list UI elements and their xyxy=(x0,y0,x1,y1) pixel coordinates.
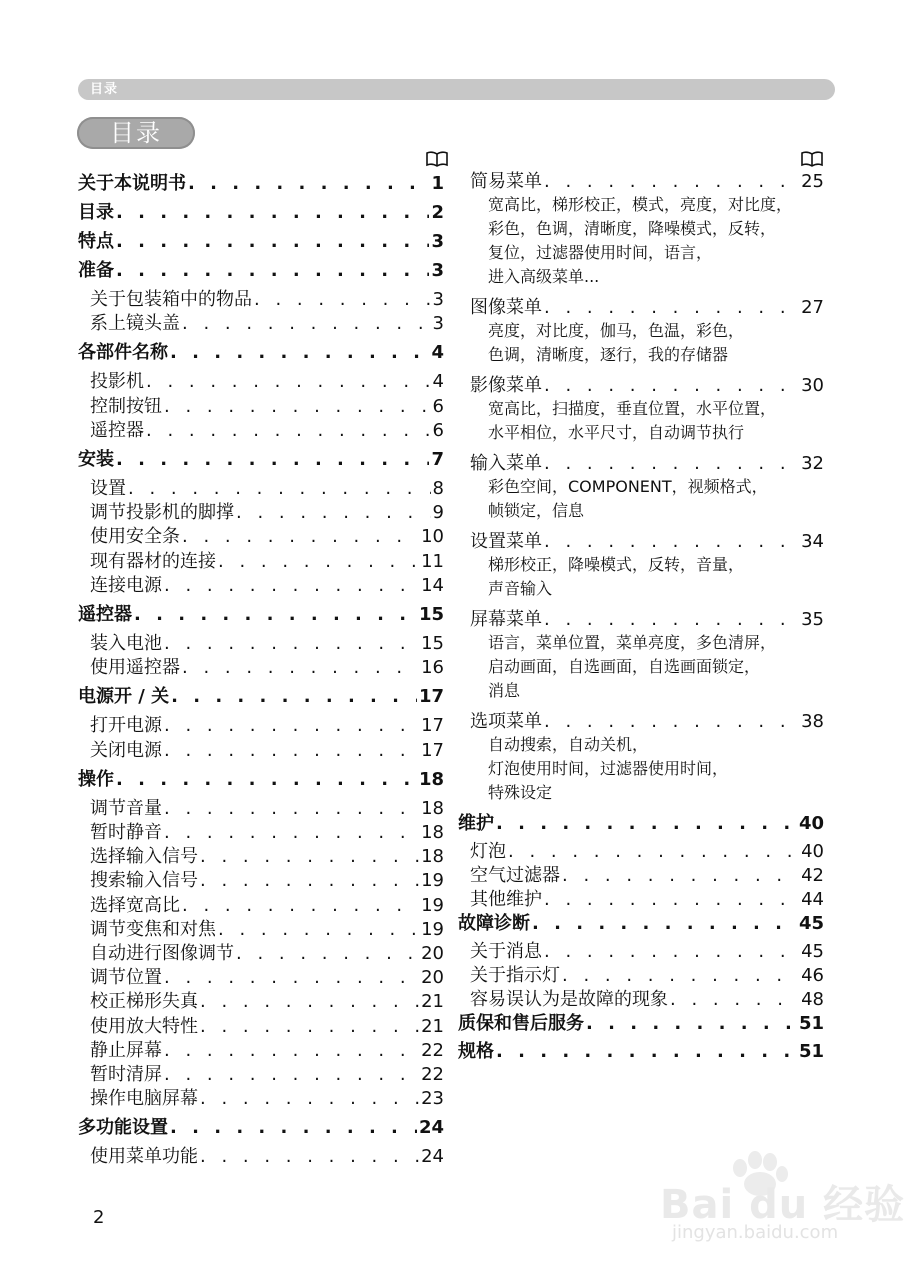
toc-leader-dots xyxy=(496,1040,797,1064)
toc-leader-dots xyxy=(544,296,799,320)
book-icon xyxy=(426,151,448,167)
toc-leader-dots xyxy=(164,574,419,598)
toc-entry-page: 4 xyxy=(431,342,444,364)
toc-section-entry[interactable] xyxy=(78,845,444,869)
toc-entry-page: 48 xyxy=(801,989,824,1010)
toc-chapter-entry[interactable] xyxy=(78,172,444,196)
toc-section-entry[interactable] xyxy=(458,988,824,1012)
toc-entry-page: 3 xyxy=(432,289,444,310)
toc-entry-page: 6 xyxy=(432,395,444,417)
toc-chapter-entry[interactable] xyxy=(458,1012,824,1036)
toc-entry-label: 操作电脑屏幕 xyxy=(90,1088,198,1110)
toc-section-entry[interactable] xyxy=(458,940,824,964)
toc-menu-description: 语言，菜单位置，菜单亮度，多色清屏， xyxy=(488,633,777,652)
toc-menu-description: 彩色，色调，清晰度，降噪模式，反转， xyxy=(488,219,777,238)
toc-menu-entry[interactable] xyxy=(458,452,824,476)
toc-entry-label: 使用遥控器 xyxy=(90,657,180,679)
toc-left-column xyxy=(78,170,444,1168)
toc-leader-dots xyxy=(544,608,799,632)
toc-entry-page: 17 xyxy=(421,715,444,737)
toc-menu-description: 水平相位，水平尺寸，自动调节执行 xyxy=(488,423,745,442)
toc-menu-entry[interactable] xyxy=(458,710,824,734)
toc-menu-description: 消息 xyxy=(488,681,521,700)
toc-menu-description: 自动搜索，自动关机， xyxy=(488,735,649,754)
toc-section-entry[interactable] xyxy=(78,739,444,763)
toc-entry-label: 调节投影机的脚撑 xyxy=(90,502,234,524)
toc-entry-page: 40 xyxy=(801,841,824,862)
toc-entry-label: 现有器材的连接 xyxy=(90,550,216,572)
toc-entry-label: 屏幕菜单 xyxy=(470,609,542,630)
toc-entry-page: 27 xyxy=(801,297,824,318)
toc-menu-description: 启动画面，自选画面，自选画面锁定， xyxy=(488,657,761,676)
toc-section-entry[interactable] xyxy=(458,840,824,864)
toc-entry-label: 设置 xyxy=(90,478,126,499)
toc-leader-dots xyxy=(200,990,419,1014)
toc-chapter-entry[interactable] xyxy=(78,448,444,472)
toc-entry-label: 灯泡 xyxy=(470,841,506,862)
toc-entry-label: 关于本说明书 xyxy=(78,173,186,194)
page-title: 目录 xyxy=(110,119,162,147)
toc-section-entry[interactable] xyxy=(78,1039,444,1063)
toc-menu-description: 特殊设定 xyxy=(488,783,553,802)
toc-leader-dots xyxy=(182,312,431,336)
toc-menu-description: 梯形校正，降噪模式，反转，音量， xyxy=(488,555,745,574)
toc-entry-page: 18 xyxy=(418,768,444,790)
toc-entry-page: 14 xyxy=(421,574,444,596)
toc-leader-dots xyxy=(188,172,429,196)
toc-entry-label: 自动进行图像调节 xyxy=(90,943,234,964)
toc-entry-label: 选择输入信号 xyxy=(90,846,198,868)
toc-entry-page: 38 xyxy=(801,711,824,732)
toc-leader-dots xyxy=(200,1145,419,1169)
toc-entry-label: 使用放大特性 xyxy=(90,1015,198,1037)
toc-leader-dots xyxy=(200,1015,419,1039)
toc-entry-page: 25 xyxy=(801,171,824,192)
toc-leader-dots xyxy=(544,452,799,476)
toc-entry-page: 24 xyxy=(421,1146,444,1168)
toc-entry-page: 45 xyxy=(801,941,824,962)
page-number: 2 xyxy=(93,1207,105,1228)
toc-entry-page: 18 xyxy=(421,846,444,868)
toc-menu-description: 彩色空间，COMPONENT，视频格式， xyxy=(488,477,768,496)
toc-menu-entry[interactable] xyxy=(458,530,824,554)
toc-section-entry[interactable] xyxy=(458,888,824,912)
toc-entry-page: 17 xyxy=(421,739,444,761)
toc-menu-entry[interactable] xyxy=(458,296,824,320)
toc-entry-page: 42 xyxy=(801,865,824,886)
toc-entry-page: 44 xyxy=(801,889,824,910)
toc-section-entry[interactable] xyxy=(78,312,444,336)
toc-section-entry[interactable] xyxy=(78,370,444,394)
toc-entry-page: 6 xyxy=(432,419,444,441)
toc-section-entry[interactable] xyxy=(78,990,444,1014)
toc-entry-label: 关闭电源 xyxy=(90,739,162,761)
toc-leader-dots xyxy=(116,448,429,472)
toc-entry-page: 32 xyxy=(801,453,824,474)
toc-chapter-entry[interactable] xyxy=(458,1040,824,1064)
toc-entry-page: 18 xyxy=(421,797,444,819)
toc-entry-page: 4 xyxy=(432,371,444,393)
toc-entry-label: 设置菜单 xyxy=(470,531,542,552)
toc-chapter-entry[interactable] xyxy=(78,1116,444,1140)
toc-leader-dots xyxy=(170,341,429,365)
toc-section-entry[interactable] xyxy=(78,632,444,656)
toc-entry-page: 21 xyxy=(421,991,444,1013)
toc-entry-label: 关于包装箱中的物品 xyxy=(90,289,252,310)
toc-chapter-entry[interactable] xyxy=(78,768,444,792)
toc-entry-label: 搜索输入信号 xyxy=(90,870,198,892)
toc-entry-label: 维护 xyxy=(458,813,494,834)
toc-entry-page: 1 xyxy=(431,173,444,194)
toc-entry-label: 质保和售后服务 xyxy=(458,1013,584,1034)
toc-entry-label: 关于消息 xyxy=(470,941,542,962)
toc-entry-page: 3 xyxy=(432,313,444,335)
toc-entry-label: 使用安全条 xyxy=(90,526,180,548)
toc-entry-page: 35 xyxy=(801,609,824,630)
toc-entry-label: 其他维护 xyxy=(470,889,542,910)
toc-leader-dots xyxy=(200,869,419,893)
toc-leader-dots xyxy=(182,656,419,680)
toc-leader-dots xyxy=(200,845,419,869)
toc-entry-label: 空气过滤器 xyxy=(470,865,560,886)
toc-leader-dots xyxy=(164,395,431,419)
toc-entry-page: 15 xyxy=(421,633,444,654)
toc-entry-page: 7 xyxy=(431,449,444,470)
toc-entry-label: 图像菜单 xyxy=(470,297,542,318)
toc-section-entry[interactable] xyxy=(458,964,824,988)
toc-entry-label: 遥控器 xyxy=(78,604,132,625)
toc-entry-page: 24 xyxy=(418,1117,444,1139)
toc-menu-entry[interactable] xyxy=(458,374,824,398)
toc-leader-dots xyxy=(254,288,431,312)
watermark-logo-text: Bai du 经验 xyxy=(660,1182,906,1228)
toc-entry-page: 16 xyxy=(421,657,444,679)
toc-section-entry[interactable] xyxy=(78,869,444,893)
toc-leader-dots xyxy=(496,812,797,836)
page-title-pill xyxy=(77,117,195,149)
toc-entry-page: 3 xyxy=(431,260,444,281)
toc-entry-page: 51 xyxy=(798,1041,824,1062)
toc-chapter-entry[interactable] xyxy=(458,912,824,936)
toc-entry-label: 多功能设置 xyxy=(78,1117,168,1139)
toc-section-entry[interactable] xyxy=(78,550,444,574)
toc-entry-page: 17 xyxy=(418,686,444,708)
toc-menu-entry[interactable] xyxy=(458,608,824,632)
toc-entry-page: 18 xyxy=(421,822,444,843)
toc-entry-label: 故障诊断 xyxy=(458,913,530,934)
toc-leader-dots xyxy=(116,230,429,254)
toc-leader-dots xyxy=(164,821,419,845)
toc-entry-page: 20 xyxy=(421,967,444,989)
toc-entry-label: 打开电源 xyxy=(90,715,162,737)
toc-entry-page: 21 xyxy=(421,1015,444,1037)
toc-entry-label: 关于指示灯 xyxy=(470,965,560,986)
toc-menu-description: 声音输入 xyxy=(488,579,553,598)
section-header-label: 目录 xyxy=(90,82,119,97)
toc-entry-label: 投影机 xyxy=(90,371,144,393)
toc-leader-dots xyxy=(544,888,799,912)
toc-entry-page: 3 xyxy=(431,231,444,252)
book-icon xyxy=(801,151,823,167)
toc-entry-page: 2 xyxy=(431,202,444,223)
toc-entry-page: 19 xyxy=(421,894,444,916)
toc-entry-page: 23 xyxy=(421,1088,444,1110)
toc-leader-dots xyxy=(164,797,419,821)
toc-leader-dots xyxy=(171,685,417,709)
toc-chapter-entry[interactable] xyxy=(78,201,444,225)
toc-entry-label: 容易误认为是故障的现象 xyxy=(470,989,668,1010)
toc-leader-dots xyxy=(170,1116,417,1140)
toc-entry-page: 34 xyxy=(801,531,824,552)
toc-entry-page: 10 xyxy=(421,526,444,548)
toc-leader-dots xyxy=(670,988,799,1012)
toc-menu-description: 亮度，对比度，伽马，色温，彩色， xyxy=(488,321,745,340)
toc-chapter-entry[interactable] xyxy=(78,603,444,627)
toc-entry-page: 19 xyxy=(421,918,444,940)
toc-section-entry[interactable] xyxy=(78,288,444,312)
section-header-bar xyxy=(78,79,835,100)
toc-entry-page: 40 xyxy=(798,813,824,834)
toc-leader-dots xyxy=(544,374,799,398)
toc-entry-label: 选择宽高比 xyxy=(90,894,180,916)
toc-leader-dots xyxy=(236,501,431,525)
toc-section-entry[interactable] xyxy=(78,942,444,966)
toc-leader-dots xyxy=(164,714,419,738)
toc-entry-label: 暂时静音 xyxy=(90,822,162,843)
toc-chapter-entry[interactable] xyxy=(78,341,444,365)
toc-section-entry[interactable] xyxy=(78,395,444,419)
toc-leader-dots xyxy=(562,864,799,888)
toc-chapter-entry[interactable] xyxy=(78,230,444,254)
toc-leader-dots xyxy=(164,966,419,990)
toc-menu-entry[interactable] xyxy=(458,170,824,194)
toc-section-entry[interactable] xyxy=(78,1145,444,1169)
toc-section-entry[interactable] xyxy=(78,656,444,680)
toc-menu-description: 色调，清晰度，逐行，我的存储器 xyxy=(488,345,729,364)
toc-entry-label: 安装 xyxy=(78,449,114,470)
toc-section-entry[interactable] xyxy=(78,1087,444,1111)
toc-entry-page: 8 xyxy=(432,478,444,499)
toc-entry-label: 调节音量 xyxy=(90,797,162,819)
toc-section-entry[interactable] xyxy=(78,525,444,549)
toc-entry-page: 11 xyxy=(421,550,444,572)
toc-leader-dots xyxy=(544,710,799,734)
toc-section-entry[interactable] xyxy=(458,864,824,888)
toc-entry-label: 特点 xyxy=(78,231,114,252)
toc-entry-page: 45 xyxy=(798,913,824,934)
toc-leader-dots xyxy=(200,1087,419,1111)
toc-section-entry[interactable] xyxy=(78,419,444,443)
toc-section-entry[interactable] xyxy=(78,821,444,845)
toc-entry-page: 51 xyxy=(798,1013,824,1034)
toc-entry-label: 暂时清屏 xyxy=(90,1064,162,1085)
toc-entry-label: 调节变焦和对焦 xyxy=(90,918,216,940)
toc-section-entry[interactable] xyxy=(78,894,444,918)
toc-entry-label: 电源开 / 关 xyxy=(78,686,170,708)
toc-section-entry[interactable] xyxy=(78,501,444,525)
toc-leader-dots xyxy=(562,964,799,988)
toc-leader-dots xyxy=(164,1063,419,1087)
toc-leader-dots xyxy=(532,912,797,936)
toc-section-entry[interactable] xyxy=(78,477,444,501)
toc-entry-label: 调节位置 xyxy=(90,967,162,989)
toc-section-entry[interactable] xyxy=(78,714,444,738)
toc-leader-dots xyxy=(134,603,417,627)
toc-leader-dots xyxy=(544,170,799,194)
toc-entry-label: 规格 xyxy=(458,1041,494,1062)
toc-menu-description: 帧锁定，信息 xyxy=(488,501,585,520)
toc-entry-label: 系上镜头盖 xyxy=(90,313,180,335)
toc-entry-page: 30 xyxy=(801,375,824,396)
toc-entry-page: 20 xyxy=(421,943,444,964)
toc-chapter-entry[interactable] xyxy=(458,812,824,836)
toc-entry-label: 操作 xyxy=(78,768,114,790)
toc-entry-label: 静止屏幕 xyxy=(90,1039,162,1061)
toc-entry-page: 22 xyxy=(421,1064,444,1085)
toc-leader-dots xyxy=(508,840,799,864)
toc-leader-dots xyxy=(116,259,429,283)
toc-leader-dots xyxy=(146,370,431,394)
toc-entry-label: 各部件名称 xyxy=(78,342,168,364)
toc-entry-label: 遥控器 xyxy=(90,419,144,441)
toc-leader-dots xyxy=(164,632,419,656)
toc-section-entry[interactable] xyxy=(78,918,444,942)
toc-section-entry[interactable] xyxy=(78,574,444,598)
toc-section-entry[interactable] xyxy=(78,797,444,821)
toc-entry-page: 15 xyxy=(418,604,444,625)
toc-entry-page: 46 xyxy=(801,965,824,986)
toc-entry-label: 简易菜单 xyxy=(470,171,542,192)
toc-entry-label: 校正梯形失真 xyxy=(90,991,198,1013)
toc-entry-page: 19 xyxy=(421,870,444,892)
toc-entry-label: 连接电源 xyxy=(90,574,162,596)
toc-section-entry[interactable] xyxy=(78,966,444,990)
toc-entry-label: 目录 xyxy=(78,202,114,223)
toc-leader-dots xyxy=(146,419,431,443)
toc-menu-description: 灯泡使用时间，过滤器使用时间， xyxy=(488,759,729,778)
toc-entry-label: 使用菜单功能 xyxy=(90,1146,198,1168)
toc-chapter-entry[interactable] xyxy=(78,259,444,283)
toc-entry-label: 输入菜单 xyxy=(470,453,542,474)
toc-entry-label: 选项菜单 xyxy=(470,711,542,732)
toc-menu-description: 进入高级菜单... xyxy=(488,267,600,286)
toc-section-entry[interactable] xyxy=(78,1015,444,1039)
toc-leader-dots xyxy=(236,942,419,966)
toc-leader-dots xyxy=(182,525,419,549)
toc-leader-dots xyxy=(544,940,799,964)
toc-section-entry[interactable] xyxy=(78,1063,444,1087)
toc-leader-dots xyxy=(218,918,419,942)
toc-chapter-entry[interactable] xyxy=(78,685,444,709)
toc-entry-label: 装入电池 xyxy=(90,633,162,654)
toc-right-column xyxy=(458,170,824,1070)
toc-entry-label: 控制按钮 xyxy=(90,395,162,417)
toc-menu-description: 宽高比，梯形校正，模式，亮度，对比度， xyxy=(488,195,793,214)
toc-entry-label: 准备 xyxy=(78,260,114,281)
toc-menu-description: 宽高比，扫描度，垂直位置，水平位置， xyxy=(488,399,777,418)
toc-leader-dots xyxy=(164,739,419,763)
toc-leader-dots xyxy=(544,530,799,554)
toc-leader-dots xyxy=(164,1039,419,1063)
toc-entry-page: 22 xyxy=(421,1039,444,1061)
toc-leader-dots xyxy=(586,1012,797,1036)
toc-entry-page: 9 xyxy=(432,502,444,524)
toc-menu-description: 复位，过滤器使用时间，语言， xyxy=(488,243,713,262)
toc-leader-dots xyxy=(116,768,417,792)
toc-leader-dots xyxy=(182,894,419,918)
toc-entry-label: 影像菜单 xyxy=(470,375,542,396)
toc-leader-dots xyxy=(218,550,419,574)
watermark-url: jingyan.baidu.com xyxy=(672,1222,839,1243)
toc-leader-dots xyxy=(116,201,429,225)
toc-leader-dots xyxy=(128,477,431,501)
